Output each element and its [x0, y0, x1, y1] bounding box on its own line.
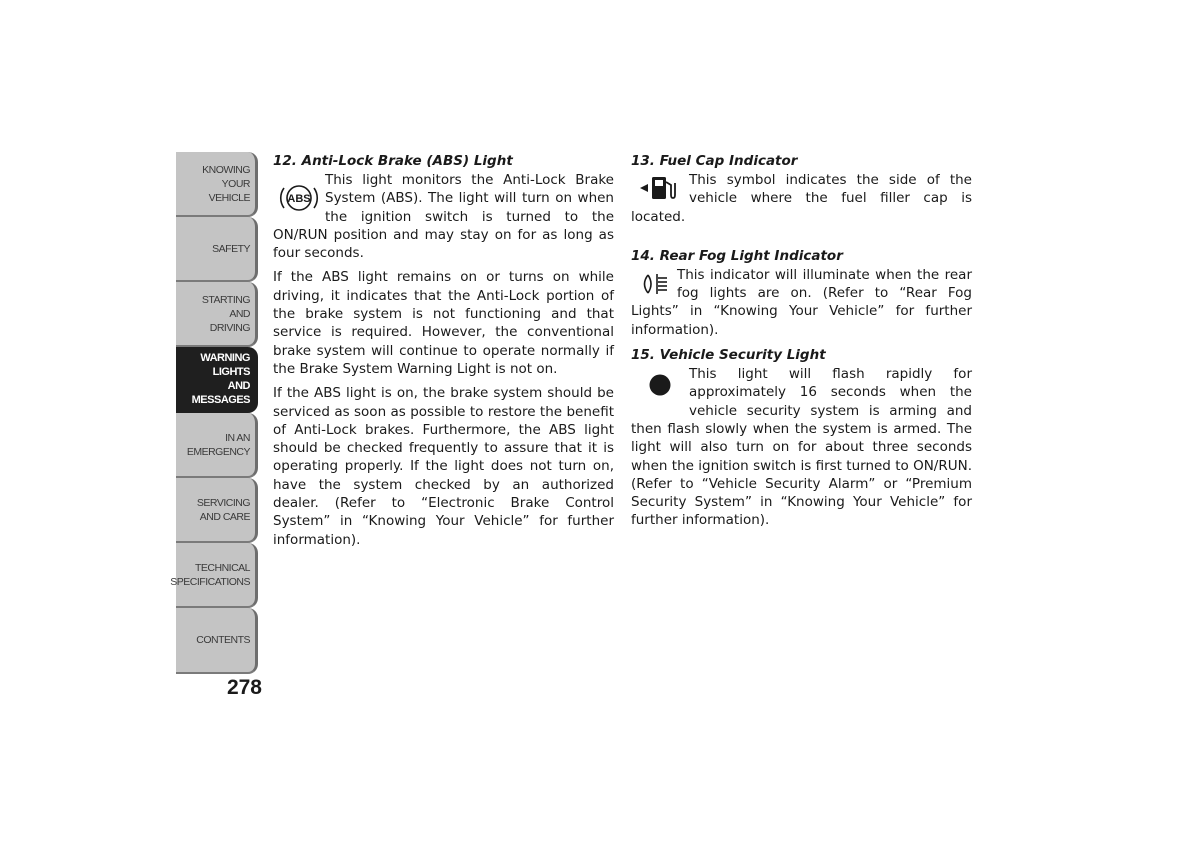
left-column: [273, 152, 614, 549]
fuel-pump-icon: [631, 171, 689, 205]
section-heading-rear-fog: 14. Rear Fog Light Indicator: [631, 247, 843, 264]
fuel-cap-block: [631, 171, 972, 226]
rear-fog-block: [631, 266, 972, 339]
tab-warning-lights-and-messages[interactable]: WARNING LIGHTS AND MESSAGES: [176, 347, 258, 413]
tab-knowing-your-vehicle[interactable]: KNOWING YOUR VEHICLE: [176, 152, 258, 217]
rear-fog-paragraph: This indicator will illuminate when the rear fog lights are on. (Refer to “Rear Fog Lights” in “Knowing Your Vehicle” for further information).: [631, 266, 972, 338]
tab-starting-and-driving[interactable]: STARTING AND DRIVING: [176, 282, 258, 347]
svg-text:ABS: ABS: [287, 193, 311, 205]
rear-fog-light-icon: [631, 268, 677, 300]
tab-in-an-emergency[interactable]: IN AN EMERGENCY: [176, 413, 258, 478]
security-light-icon: [631, 365, 689, 405]
abs-paragraph-3: If the ABS light is on, the brake system should be serviced as soon as possible to restore the benefit of Anti-Lock brakes. Furthermore, the ABS light should be checked frequently to assure that it is operating properly. If the light does not turn on, have the system checked by an authorized dealer. (Refer to “Electronic Brake Control System” in “Knowing Your Vehicle” for further information).: [273, 385, 614, 548]
abs-intro: [273, 171, 614, 262]
tab-contents[interactable]: CONTENTS: [176, 608, 258, 674]
section-heading-abs: 12. Anti-Lock Brake (ABS) Light: [273, 153, 513, 169]
page-number: 278: [226, 676, 262, 699]
security-paragraph: This light will flash rapidly for approximately 16 seconds when the vehicle security system is arming and then flash slowly when the system is armed. The light will also turn on for about three seconds when the ignition switch is first turned to ON/RUN. (Refer to “Vehicle Security Alarm” or “Premium Security System” in “Knowing Your Vehicle” for further information).: [631, 366, 972, 529]
section-heading-security: 15. Vehicle Security Light: [631, 347, 826, 364]
tab-servicing-and-care[interactable]: SERVICING AND CARE: [176, 478, 258, 543]
section-heading-fuel-cap: 13. Fuel Cap Indicator: [631, 153, 798, 169]
abs-warning-icon: [273, 175, 325, 221]
right-column: [631, 152, 972, 530]
tab-safety[interactable]: SAFETY: [176, 217, 258, 282]
abs-paragraph-2: If the ABS light remains on or turns on while driving, it indicates that the Anti-Lock portion of the brake system is not functioning and that service is required. However, the conventional brake system will continue to operate normally if the Brake System Warning Light is not on.: [273, 269, 614, 377]
security-block: [631, 365, 972, 530]
tab-technical-specifications[interactable]: TECHNICAL SPECIFICATIONS: [176, 543, 258, 608]
fuel-cap-paragraph: This symbol indicates the side of the vehicle where the fuel filler cap is located.: [631, 172, 972, 225]
abs-paragraph-1: This light monitors the Anti-Lock Brake System (ABS). The light will turn on when the ignition switch is turned to the ON/RUN position and may stay on for as long as four seconds.: [273, 172, 614, 262]
